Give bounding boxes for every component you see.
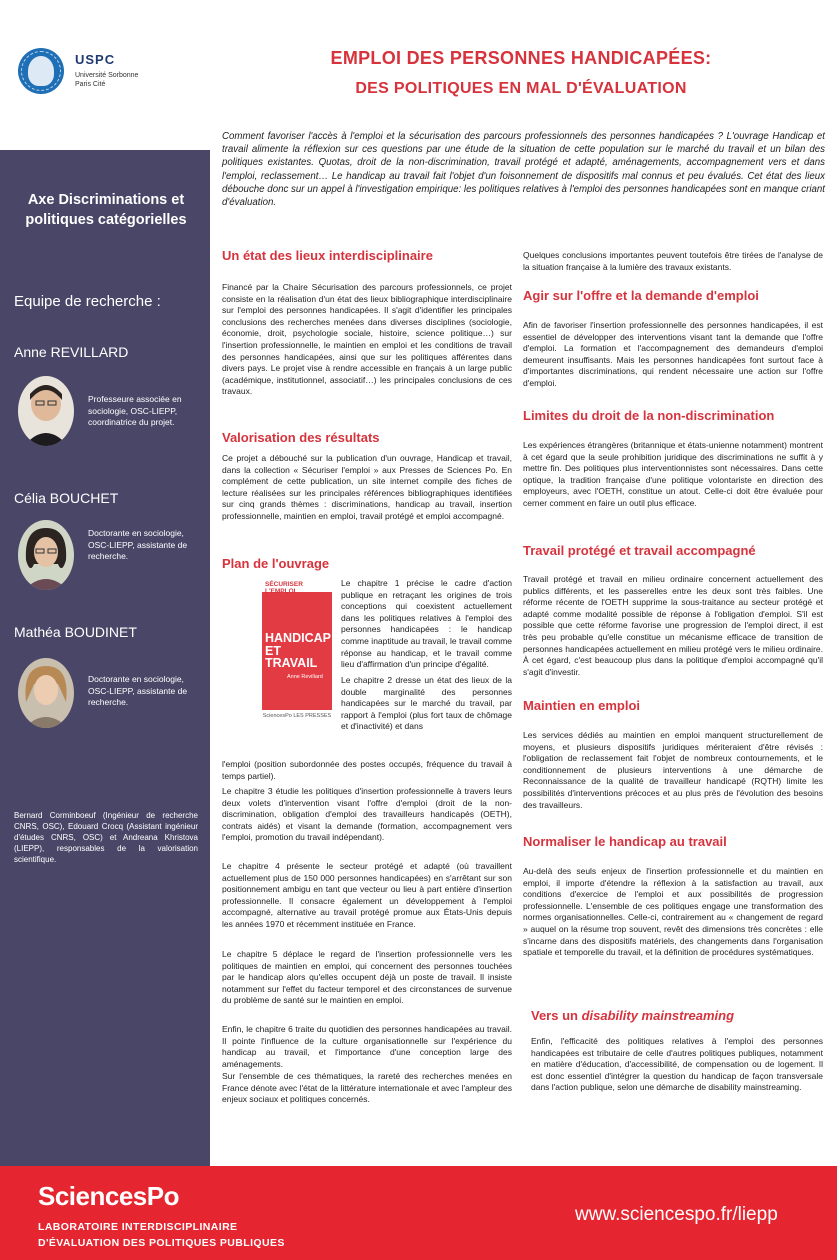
heading-non-discrimination: Limites du droit de la non-discrimination [523,408,775,423]
university-seal-logo [18,48,64,94]
footer-banner [0,1166,837,1260]
para-travail-protege: Travail protégé et travail en milieu ordinaire concernent actuellement des publics différents, et les passerelles entre les deux sont très faibles. Une réforme récente de l'OETH supprime la sous-traitance au secteur protégé et adapté comme modalité possible de réponse à l'obligation d'emploi. S'il est possible que cette réforme favorise une progression de l'emploi direct, il est très peu probable qu'elle constitue un mécanisme efficace de transition de personnes handicapées actuellement en milieu protégé vers le milieu ordinaire. À cet égard, c'est beaucoup plus dans la politique d'emploi accompagné qu'il s'agit d'investir. [523,574,823,677]
para-etat-des-lieux: Financé par la Chaire Sécurisation des parcours professionnels, ce projet consiste en la réalisation d'un état des lieux bibliographique interdisciplinaire sur l'emploi des personnes handicapées. Il s'agit d'identifier les principales conclusions des recherches menées dans diverses disciplines (sociologie, économie, droit, psychologie sociale, histoire, science politique…) sur l'insertion professionnelle, le maintien en emploi et les conditions de travail des personnes handicapées, ainsi que sur les politiques afférentes dans divers pays. Le projet vise à rendre accessible en français à un large public (académique, institutionnel, associatif…) les principales conclusions de ces travaux. [222,282,512,397]
heading-offre-demande: Agir sur l'offre et la demande d'emploi [523,288,759,303]
heading-maintien-emploi: Maintien en emploi [523,698,641,713]
heading-etat-des-lieux: Un état des lieux interdisciplinaire [222,248,433,263]
para-maintien-emploi: Les services dédiés au maintien en emploi manquent structurellement de moyens, et plusieurs dispositifs juridiques mériteraient d'être révisés : l'obligation de reclassement fait l'objet de nombreux contournements, et le conditionnement de plusieurs interventions à une démarche de Reconnaissance de la qualité de travailleur handicapé (RQTH) limite les possibilités d'interventions précoces et au plus près de l'évolution des besoins des travailleurs. [523,730,823,810]
photo-boudinet [18,658,74,728]
para-chapitre-6: Enfin, le chapitre 6 traite du quotidien des personnes handicapées au travail. Il pointe l'influence de la culture organisationnelle sur l'expérience du handicap au travail, et l'importance d'une conception large des aménagements. [222,1024,512,1069]
para-non-discrimination: Les expériences étrangères (britannique et états-unienne notamment) montrent à cet égard que la seule prohibition juridique des discriminations ne suffit à y mettre fin. Des politiques plus interventionnistes sont nécessaires. Dans cette optique, la tradition française d'une politique volontariste en direction des employeurs, avec l'OETH, constitue un atout. Celle-ci doit être évaluée pour cerner comment en faire un outil plus efficace. [523,440,823,508]
role-revillard: Professeure associée en sociologie, OSC-LIEPP, coordinatrice du projet. [88,394,182,427]
person-name-bouchet: Célia BOUCHET [14,490,119,506]
heading-valorisation: Valorisation des résultats [222,430,380,445]
website-url[interactable]: www.sciencespo.fr/liepp [575,1204,778,1225]
team-label: Equipe de recherche : [14,293,161,310]
sciencespo-logo: SciencesPo [38,1181,179,1211]
book-cover-image: SÉCURISER L'EMPLOI HANDICAP ET TRAVAIL Anne Revillard SciencesPo LES PRESSES [262,578,332,724]
para-chapitre-4: Le chapitre 4 présente le secteur protégé et adapté (où travaillent actuellement plus de 150 000 personnes handicapées) en s'arrêtant sur son positionnement ambigu en tant que vecteur ou lieu à part entière d'insertion professionnelle. Il consacre également un développement à l'emploi accompagné, alternative au travail protégé promue aux États-Unis depuis les années 1970 et récemment instituée en France. [222,861,512,929]
para-chapitre-2b: l'emploi (position subordonnée des postes occupés, fréquence du travail à temps partiel). [222,759,512,781]
uspc-subtitle: Université Sorbonne Paris Cité [75,72,139,88]
heading-disability-mainstreaming: Vers un disability mainstreaming [531,1008,735,1023]
person-name-boudinet: Mathéa BOUDINET [14,624,137,640]
para-chapitre-5: Le chapitre 5 déplace le regard de l'insertion professionnelle vers les politiques de maintien en emploi, qui concernent des personnes touchées par le handicap alors qu'elles occupent déjà un poste de travail. Il insiste notamment sur l'effet du facteur temporel et des circonstances de survenue du problème de santé sur le maintien en emploi. [222,949,512,1006]
poster-title-line2: DES POLITIQUES EN MAL D'ÉVALUATION [355,80,687,97]
para-offre-demande: Afin de favoriser l'insertion professionnelle des personnes handicapées, il est essentiel de développer des interventions visant tant la demande que l'offre d'emploi. La formation et l'accompagnement des demandeurs d'emploi demeurent insuffisants. Mais les personnes handicapées font surtout face à d'importantes discriminations, qui rendent nécessaire une action sur l'offre d'emploi. [523,320,823,388]
heading-travail-protege: Travail protégé et travail accompagné [523,543,756,558]
axe-title: Axe Discriminations et politiques catégorielles [25,192,187,228]
para-disability-mainstreaming: Enfin, l'efficacité des politiques relatives à l'emploi des personnes handicapées est tributaire de celle d'autres politiques publiques, notamment en matière d'éducation, d'accessibilité, de compensation ou de logement. Il est donc essentiel d'intégrer la question du handicap de façon transversale dans l'action publique, selon une démarche de disability mainstreaming. [531,1036,823,1093]
photo-bouchet [18,520,74,590]
role-bouchet: Doctorante en sociologie, OSC-LIEPP, assistante de recherche. [88,528,188,561]
poster-title-line1: EMPLOI DES PERSONNES HANDICAPÉES: [330,48,712,68]
para-valorisation: Ce projet a débouché sur la publication d'un ouvrage, Handicap et travail, dans la collection « Sécuriser l'emploi » aux Presses de Sciences Po. En complément de cette publication, un site internet compile des fiches de lecture réalisées sur les principales références bibliographiques identifiées sur cinq grands thèmes : discriminations, handicap au travail, insertion professionnelle, maintien en emploi, travail protégé et emploi accompagné. [222,453,512,521]
photo-revillard [18,376,74,446]
para-chapitre-2a: Le chapitre 2 dresse un état des lieux de la double marginalité des personnes handicapées sur le marché du travail, par rapport à l'emploi (plus fort taux de chômage et d'inactivité) et dans [341,675,512,732]
para-chapitre-1: Le chapitre 1 précise le cadre d'action publique en retraçant les origines de trois conceptions qui coexistent actuellement dans les politiques relatives à l'emploi des personnes handicapées : le handicap comme inaptitude au travail, le travail comme réponse au handicap, et le travail comme lieu d'affirmation d'un principe d'égalité. [341,578,512,670]
para-quelques-conclusions: Quelques conclusions importantes peuvent toutefois être tirées de l'analyse de la situation française à la lumière des travaux existants. [523,250,823,272]
uspc-logo-text: USPC [75,52,116,67]
sidebar [0,150,210,1166]
para-normaliser: Au-delà des seuls enjeux de l'insertion professionnelle et du maintien en emploi, il importe d'étendre la réflexion à la satisfaction au travail, aux conditions d'exercice de l'emploi et aux possibilités de progression professionnelle. L'ensemble de ces politiques engage une transformation des normes organisationnelles. Celle-ci, contrairement au « changement de regard » auquel on la résume trop souvent, revêt des dimensions très concrètes : elle s'incarne dans des dispositifs matériels, des changements dans l'organisation spatiale et temporelle du travail, et la définition de procédures systématiques. [523,866,823,958]
para-conclusion-left: Sur l'ensemble de ces thématiques, la rareté des recherches menées en France dénote avec l'état de la littérature internationale et avec l'ampleur des enjeux sociaux et politiques concernés. [222,1071,512,1105]
collaborators-text: Bernard Corminboeuf (Ingénieur de recherche CNRS, OSC), Edouard Crocq (Assistant ingénieur d'études CNRS, OSC) et Andreana Khristova (LIEPP), responsables de la valorisation scientifique. [14,811,198,864]
para-chapitre-3: Le chapitre 3 étudie les politiques d'insertion professionnelle à travers leurs deux volets d'intervention visant l'offre d'emploi (droit de la non-discrimination, obligation d'emploi des travailleurs handicapés (OETH), contrats aidés) et visant la demande (formation, accompagnement vers l'emploi, promotion du travail indépendant). [222,786,512,843]
role-boudinet: Doctorante en sociologie, OSC-LIEPP, assistante de recherche. [88,674,188,707]
intro-paragraph: Comment favoriser l'accès à l'emploi et la sécurisation des parcours professionnels des personnes handicapées ? L'ouvrage Handicap et travail alimente la réflexion sur ces questions par une étude de la situation de cette population sur le marché du travail et un bilan des politiques existantes. Quotas, droit de la non-discrimination, travail protégé et adapté, aménagements, accompagnement vers et dans l'emploi, reclassement… Le handicap au travail fait l'objet d'un foisonnement de dispositifs mal connus et peu évalués. Cet état des lieux débouche donc sur un appel à l'investigation empirique: les politiques relatives à l'emploi des personnes handicapées sont en manque criant d'évaluation. [222,131,825,209]
lab-name-line1: LABORATOIRE INTERDISCIPLINAIRE [38,1221,238,1233]
heading-normaliser: Normaliser le handicap au travail [523,834,727,849]
heading-plan-ouvrage: Plan de l'ouvrage [222,556,330,571]
lab-name-line2: D'ÉVALUATION DES POLITIQUES PUBLIQUES [38,1237,285,1249]
person-name-revillard: Anne REVILLARD [14,344,129,360]
